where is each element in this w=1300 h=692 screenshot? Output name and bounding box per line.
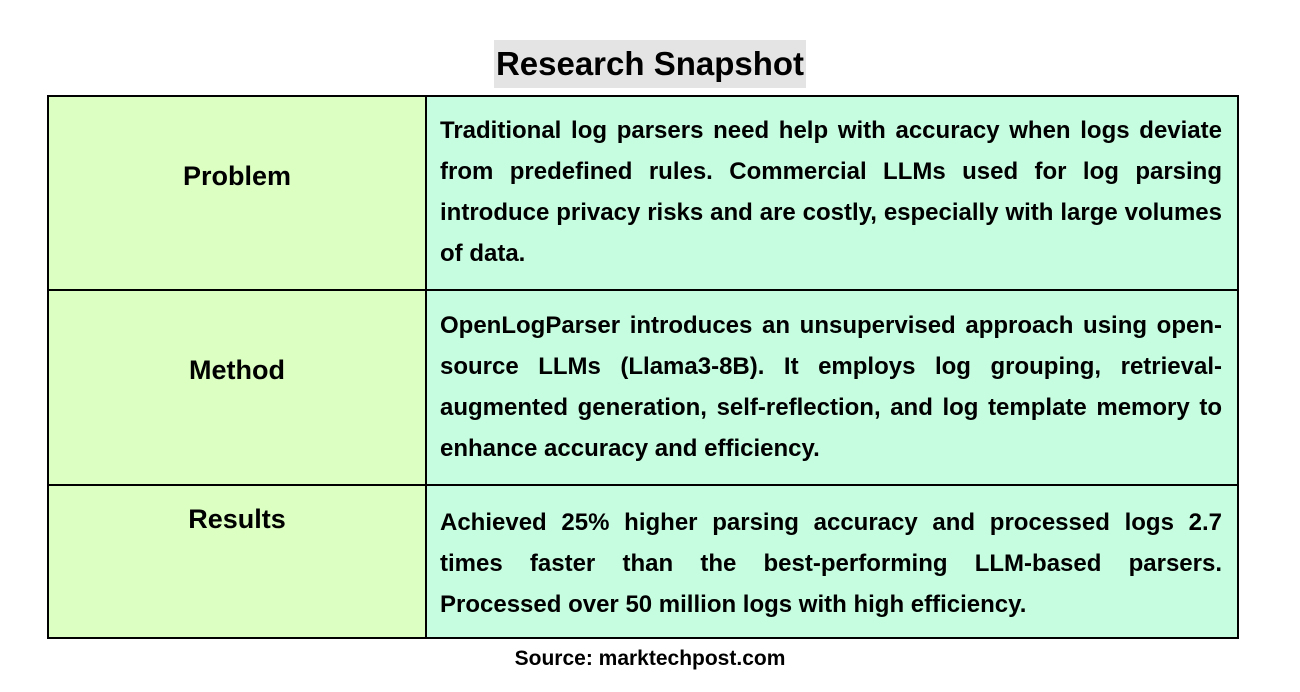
table-row-method [48,290,1238,485]
table-row-problem [48,96,1238,290]
row-label-problem: Problem [182,160,292,191]
table-row-results [48,485,1238,638]
source-caption: Source: marktechpost.com [514,647,786,670]
title-container [0,40,1300,88]
row-text-results: Achieved 25% higher parsing accuracy and processed logs 2.7 times faster than the best-performing LLM-based parsers. Processed over 50 million logs with high efficiency. [426,485,1238,638]
snapshot-table [47,95,1239,639]
row-label-cell [48,485,426,638]
row-text-problem: Traditional log parsers need help with accuracy when logs deviate from predefined rules. Commercial LLMs used for log parsing introduce privacy risks and are costly, especially with large volumes of data. [426,96,1238,290]
row-label-results: Results [188,504,286,534]
row-label-cell [48,290,426,485]
page-title: Research Snapshot [494,40,806,88]
row-text-method: OpenLogParser introduces an unsupervised approach using open-source LLMs (Llama3-8B). It employs log grouping, retrieval-augmented generation, self-reflection, and log template memory to enhance accuracy and efficiency. [426,290,1238,485]
row-label-method: Method [189,355,285,385]
row-label-cell [48,96,426,290]
